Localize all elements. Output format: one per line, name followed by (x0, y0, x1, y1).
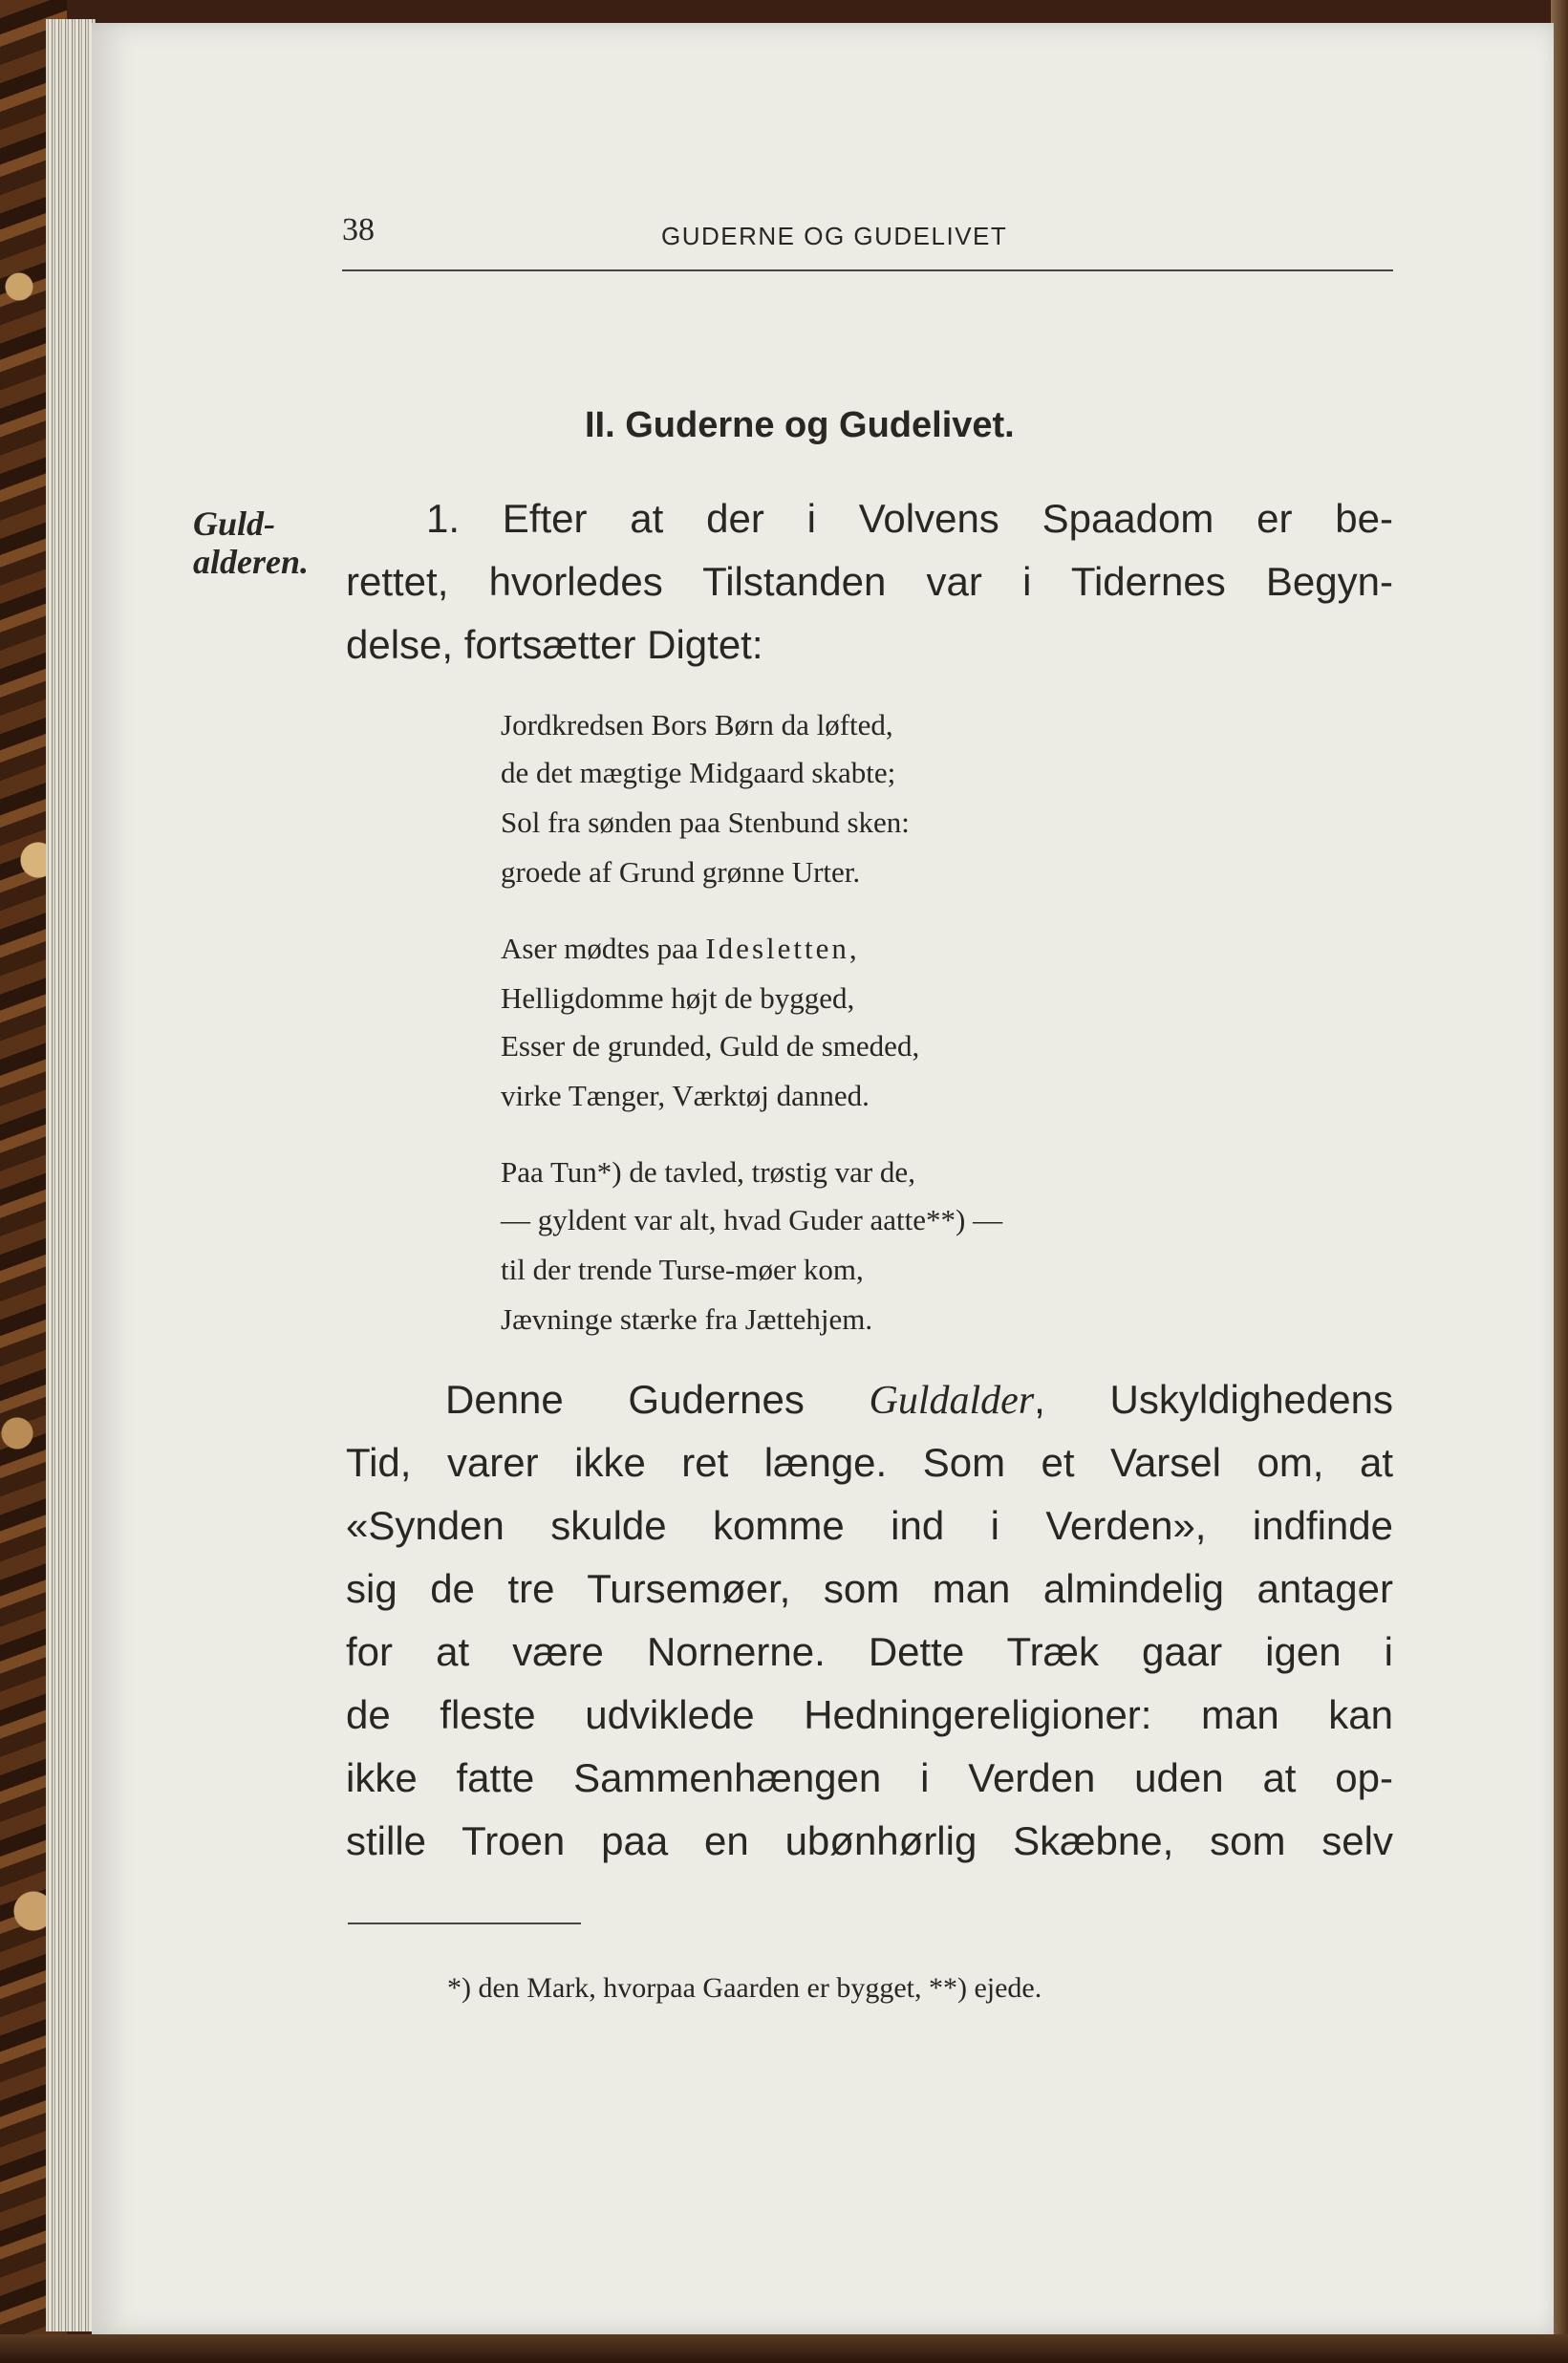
footnote: *) den Mark, hvorpaa Gaarden er bygget, **) ejede. (447, 1972, 1042, 2004)
verse-line: Sol fra sønden paa Stenbund sken: (501, 806, 910, 839)
body-line: ikke fatte Sammenhængen i Verden uden at op- (346, 1755, 1393, 1800)
verse-line: — gyldent var alt, hvad Guder aatte**) — (501, 1203, 1003, 1236)
verse-text: , (848, 932, 857, 965)
running-title: GUDERNE OG GUDELIVET (661, 222, 1008, 250)
verse-line (501, 925, 857, 973)
body-text: , Uskyldighedens (1034, 1377, 1393, 1422)
body-line: sig de tre Tursemøer, som man almindelig antager (346, 1566, 1393, 1611)
body-text: Denne Gudernes (445, 1377, 870, 1422)
verse-line: Jordkredsen Bors Børn da løfted, (501, 708, 893, 741)
verse-line: groede af Grund grønne Urter. (501, 855, 861, 889)
body-line: stille Troen paa en ubønhørlig Skæbne, som selv (346, 1818, 1393, 1863)
side-note-line: Guld- (193, 505, 276, 543)
body-line (445, 1376, 1393, 1425)
verse-line: de det mægtige Midgaard skabte; (501, 756, 896, 789)
verse-line: Jævninge stærke fra Jættehjem. (501, 1302, 873, 1336)
verse-line: til der trende Turse-møer kom, (501, 1253, 864, 1286)
footnote-rule (348, 1923, 581, 1924)
header-rule (342, 269, 1393, 271)
body-line: 1. Efter at der i Volvens Spaadom er be- (426, 496, 1393, 541)
body-line: «Synden skulde komme ind i Verden», indfinde (346, 1503, 1393, 1548)
book-bottom-edge (0, 2334, 1568, 2363)
body-line: for at være Nornerne. Dette Træk gaar igen i (346, 1629, 1393, 1674)
side-note-line: alderen. (193, 543, 309, 581)
section-title: II. Guderne og Gudelivet. (585, 405, 1015, 445)
body-line: delse, fortsætter Digtet: (346, 622, 763, 667)
verse-line: Esser de grunded, Guld de smeded, (501, 1029, 920, 1063)
verse-text: Aser mødtes paa (501, 932, 706, 965)
page-number: 38 (342, 212, 375, 247)
side-note (193, 505, 309, 581)
verse-line: virke Tænger, Værktøj danned. (501, 1079, 870, 1112)
verse-line: Helligdomme højt de bygged, (501, 981, 855, 1015)
emphasis-guldalder: Guldalder (869, 1379, 1035, 1423)
verse-line: Paa Tun*) de tavled, trøstig var de, (501, 1155, 915, 1189)
page-edges (46, 19, 96, 2331)
verse-spaced-word: Idesletten (705, 932, 849, 965)
body-line: Tid, varer ikke ret længe. Som et Varsel om, at (346, 1440, 1393, 1485)
body-line: rettet, hvorledes Tilstanden var i Tidernes Begyn- (346, 559, 1393, 604)
body-line: de fleste udviklede Hedningereligioner: man kan (346, 1692, 1393, 1737)
